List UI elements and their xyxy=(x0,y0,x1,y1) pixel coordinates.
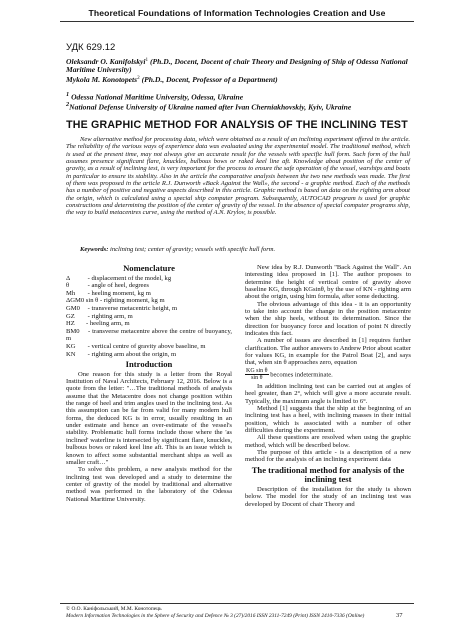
equation-fraction xyxy=(245,368,269,382)
body-paragraph: A number of issues are described in [1] requires further clarification. The author answers to Andrew Prior about scatter for values KG, in example for the Patrol Boat [2], and says that, when sin θ approaches zero, equation xyxy=(245,337,411,367)
body-paragraph: The obvious advantage of this idea - it is an opportunity to take into account the change in the position metacentre when the ship heels, without its determination. Since the direction for buoyancy force and location of point N directly indicates this fact. xyxy=(245,300,411,338)
affiliation-2 xyxy=(66,100,416,112)
nomenclature-item xyxy=(66,275,232,283)
nomenclature-item xyxy=(66,290,232,298)
nomenclature-desc: - transverse metacentre above the centre of buoyancy, m xyxy=(66,327,232,343)
footer xyxy=(66,606,416,620)
author-1-detail: (Ph.D., Docent, Docent of chair Theory and Designing of Ship of Odessa National Maritime University) xyxy=(66,57,408,75)
author-2-detail: (Ph.D., Docent, Professor of a Department) xyxy=(139,75,278,85)
nomenclature-item xyxy=(66,320,232,328)
author-1-sup: 1 xyxy=(145,57,149,63)
author-2-sup: 2 xyxy=(137,75,140,81)
nomenclature-symbol: θ xyxy=(66,282,70,290)
nomenclature-symbol: KN xyxy=(66,350,76,358)
nomenclature-symbol: GZ xyxy=(66,312,75,320)
nomenclature-item xyxy=(66,282,232,290)
equation-numerator: KG sin θ xyxy=(246,367,268,374)
affiliation-2-text: National Defense University of Ukraine named after Ivan Cherniakhovskiy, Kyiv, Ukraine xyxy=(69,102,352,112)
intro-paragraph: To solve this problem, a new analysis method for the inclining test was developed and a study to determine the center of gravity of the model by traditional and alternative method was performed in the laboratory of the Odessa National Maritime University. xyxy=(66,466,232,503)
body-paragraph: In addition inclining test can be carried out at angles of heel greater, than 2°, which will give a more accurate result. Typically, the maximum angle is limited to 6°. xyxy=(245,383,411,405)
nomenclature-symbol: GM0 xyxy=(66,304,80,312)
nomenclature-desc: - heeling moment, kg m xyxy=(86,289,151,297)
keywords xyxy=(66,246,410,253)
body-paragraph: The purpose of this article - is a description of a new method for the analysis of an inclining experiment data xyxy=(245,449,411,464)
nomenclature-desc: - displacement of the model, kg xyxy=(86,274,172,282)
right-column xyxy=(245,264,411,508)
nomenclature-symbol: HZ xyxy=(66,320,75,328)
introduction-heading: Introduction xyxy=(125,359,173,370)
journal-header: Theoretical Foundations of Information Technologies Creation and Use xyxy=(88,8,386,18)
body-paragraph: All these questions are resolved when using the graphic method, which will be described below. xyxy=(245,434,411,449)
left-column xyxy=(66,262,232,503)
keywords-text: inclining test; center of gravity; vessels with specific hull form. xyxy=(108,246,276,253)
traditional-method-paragraph: Description of the installation for the study is shown below. The model for the study of an inclining test was developed by Docent of chair Theory and xyxy=(245,485,411,508)
nomenclature-heading: Nomenclature xyxy=(123,263,175,273)
author-2 xyxy=(66,75,416,84)
footer-journal: Modern Information Technologies in the Sphere of Security and Defence № 3 (27)/2016 ISSN 2311-7249 (Print) ISSN 2410-7336 (Online) xyxy=(66,612,365,619)
nomenclature-desc: - vertical centre of gravity above baseline, m xyxy=(86,342,206,350)
equation-denominator: sin θ xyxy=(251,375,263,382)
paper-title: THE GRAPHIC METHOD FOR ANALYSIS OF THE INCLINING TEST xyxy=(66,119,408,131)
nomenclature-desc: - heeling arm, m xyxy=(86,320,130,328)
nomenclature-symbol: ΔGM0 sin θ xyxy=(66,297,99,305)
nomenclature-item xyxy=(66,305,232,313)
footer-rule xyxy=(60,603,414,604)
nomenclature-desc: - righting arm, m xyxy=(86,312,133,320)
nomenclature-symbol: KG xyxy=(66,342,76,350)
nomenclature-item xyxy=(66,343,232,351)
keywords-label: Keywords: xyxy=(80,246,109,253)
footer-copyright: © О.О. Каніфольський, М.М. Конотопець xyxy=(66,606,162,612)
udk-code: УДК 629.12 xyxy=(66,42,116,53)
affiliation-1-text: Odessa National Maritime University, Odessa, Ukraine xyxy=(69,92,244,102)
nomenclature-symbol: Δ xyxy=(66,274,71,282)
affiliation-1-sup: 1 xyxy=(66,91,70,98)
nomenclature-item xyxy=(66,328,232,343)
nomenclature-symbol: Mh xyxy=(66,289,76,297)
nomenclature-list xyxy=(66,275,232,359)
affiliation-2-sup: 2 xyxy=(66,101,70,108)
equation-after: becomes indeterminate. xyxy=(268,371,333,379)
nomenclature-desc: - transverse metacentric height, m xyxy=(86,304,178,312)
nomenclature-desc: - righting moment, kg m xyxy=(98,297,165,305)
body-paragraph: Method [1] suggests that the ship at the beginning of an inclining test has a heel, with inclining masses in their initial position, which is associated with a number of other difficulties during the experiment. xyxy=(245,405,411,435)
nomenclature-symbol: BM0 xyxy=(66,327,80,335)
page-number: 37 xyxy=(396,612,403,619)
equation-line xyxy=(245,368,411,382)
nomenclature-desc: - righting arm about the origin, m xyxy=(86,350,177,358)
header-rule xyxy=(60,21,414,22)
body-paragraph: New idea by R.J. Dunworth "Back Against the Wall". An interesting idea proposed in [1]. The author proposes to determine the height of vertical centre of gravity above baseline KG, through KGsinθ, by the use of KN - righting arm about the origin, using him formula, after some deducting. xyxy=(245,264,411,301)
abstract: New alternative method for processing data, which were obtained as a result of an inclining experiment offered in the article. The reliability of the various ways of experience data was evaluated using the experimental model. The traditional method, which is used at the present time, may not always give an accurate result for the vessels with specific hull form. Such form of the hull assumes presence significant flare, knuckles, bulbous bows or raked keel line aft. Knowledge about position of the center of gravity, as a result of inclining test, is very important for the process to ensure the safe operation of the vessel, warships and boats in particular to ensure its stability. Also in the article the comparative analysis between the two new methods was made. The first of them was proposed in the article R.J. Dunworth «Back Against the Wall», the second - a graphic method. Each of the methods has a number of positive and negative aspects described in this article. Graphic method is based on data on the righting arm about the origin, which is calculated using a special ship computer program. Subsequently, AUTOCAD program is used for graphic constructions and determining the position of the center of gravity of the vessel. In the absence of special computer programs ship, the way to build metacentres curve, using the method of A.N. Krylov, is possible. xyxy=(66,136,410,217)
nomenclature-item xyxy=(66,351,232,359)
author-1 xyxy=(66,57,416,74)
nomenclature-desc: - angle of heel, degrees xyxy=(86,282,149,290)
intro-paragraph: One reason for this study is a letter from the Royal Institution of Naval Architects, February 12, 2016. Below is a quote from the letter: "…The traditional methods of analysis assume that the Metacentre does not change position within the range of heel and trim angles used in the inclining test. As this assumption can be far from valid for many modern hull forms, the deduced KG is in error, usually resulting in an under estimate and hence an over-estimate of the vessel's stability. Problematic hull forms include those where the 'as inclined' waterline is intersected by significant flare, knuckles, bulbous bows or raked keel line aft. This is an issue which is known to affect some substantial merchant ships as well as smaller craft…" xyxy=(66,370,232,466)
nomenclature-item xyxy=(66,313,232,321)
author-2-name: Mykola M. Konotopets xyxy=(66,75,138,85)
nomenclature-item xyxy=(66,297,232,305)
traditional-method-heading: The traditional method for analysis of the inclining test xyxy=(251,464,405,485)
author-1-name: Oleksandr O. Kanifolskyi xyxy=(66,57,146,67)
